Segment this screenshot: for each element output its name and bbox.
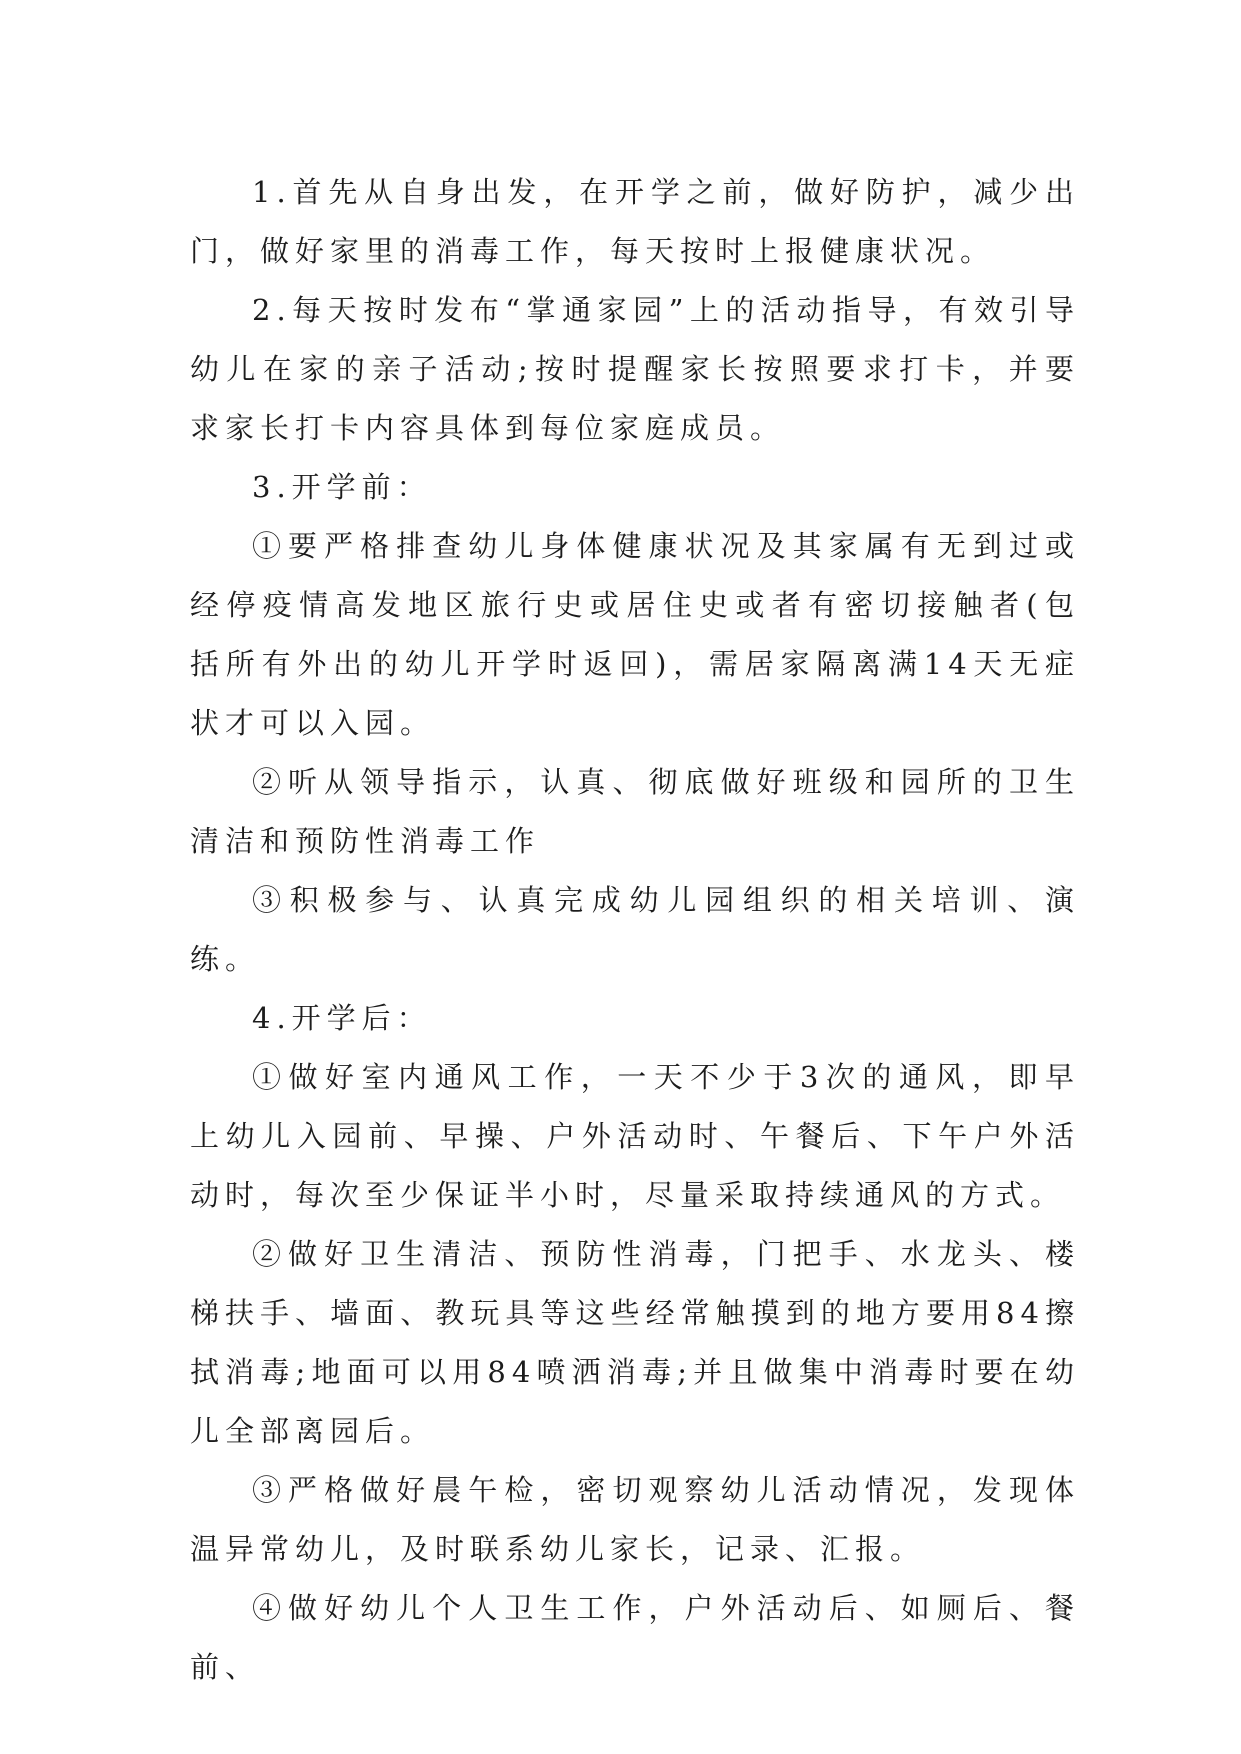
paragraph-2: 2.每天按时发布“掌通家园”上的活动指导，有效引导幼儿在家的亲子活动;按时提醒家长按照要求打卡，并要求家长打卡内容具体到每位家庭成员。	[190, 293, 1080, 445]
paragraph-3-item-3: ③积极参与、认真完成幼儿园组织的相关培训、演练。	[190, 883, 1080, 976]
paragraph-4-item-1: ①做好室内通风工作，一天不少于3次的通风，即早上幼儿入园前、早操、户外活动时、午餐后、下午户外活动时，每次至少保证半小时，尽量采取持续通风的方式。	[190, 1060, 1080, 1212]
paragraph-4-item-2: ②做好卫生清洁、预防性消毒，门把手、水龙头、楼梯扶手、墙面、教玩具等这些经常触摸到的地方要用84擦拭消毒;地面可以用84喷洒消毒;并且做集中消毒时要在幼儿全部离园后。	[190, 1237, 1080, 1448]
paragraph-3-heading: 3.开学前：	[252, 470, 432, 504]
paragraph-3-item-2: ②听从领导指示，认真、彻底做好班级和园所的卫生清洁和预防性消毒工作	[190, 765, 1080, 858]
paragraph-4-heading: 4.开学后：	[252, 1001, 432, 1035]
paragraph-1: 1.首先从自身出发，在开学之前，做好防护，减少出门，做好家里的消毒工作，每天按时上报健康状况。	[190, 175, 1080, 268]
document-body	[190, 163, 1080, 1697]
paragraph-4-item-4: ④做好幼儿个人卫生工作，户外活动后、如厕后、餐前、	[190, 1591, 1080, 1684]
paragraph-4-item-3: ③严格做好晨午检，密切观察幼儿活动情况，发现体温异常幼儿，及时联系幼儿家长，记录、汇报。	[190, 1473, 1080, 1566]
paragraph-3-item-1: ①要严格排查幼儿身体健康状况及其家属有无到过或经停疫情高发地区旅行史或居住史或者有密切接触者(包括所有外出的幼儿开学时返回)，需居家隔离满14天无症状才可以入园。	[190, 529, 1080, 740]
